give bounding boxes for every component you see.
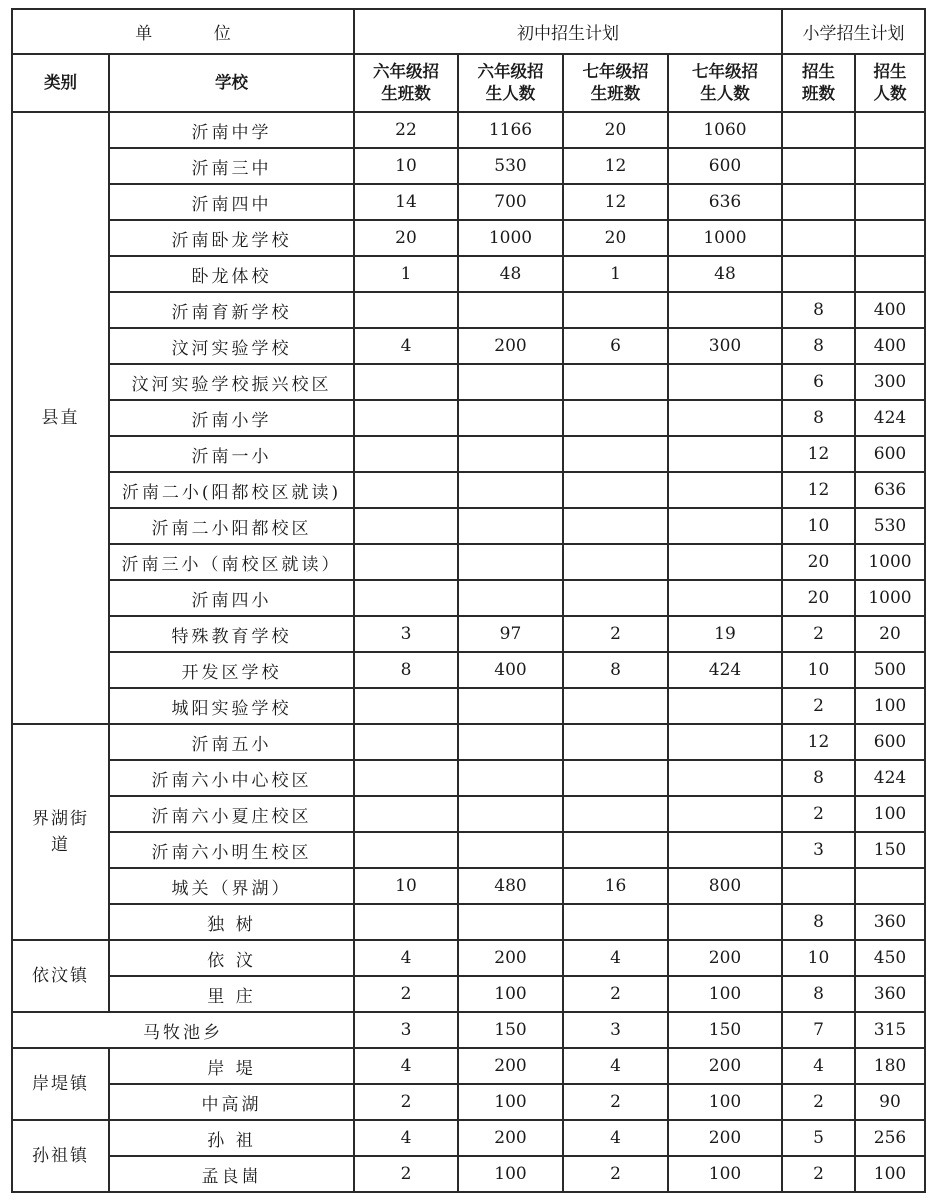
primary-students-cell <box>855 256 925 292</box>
grade7-classes-cell: 2 <box>563 976 668 1012</box>
school-name-cell: 沂南卧龙学校 <box>109 220 354 256</box>
table-row <box>12 688 925 724</box>
grade6-students-cell: 200 <box>458 328 563 364</box>
grade7-students-cell <box>668 760 782 796</box>
primary-classes-cell: 3 <box>782 832 855 868</box>
primary-classes-cell: 2 <box>782 616 855 652</box>
grade7-classes-cell: 1 <box>563 256 668 292</box>
grade7-students-cell <box>668 796 782 832</box>
table-row <box>12 832 925 868</box>
category-cell <box>12 724 109 940</box>
category-label: 县直 <box>41 408 80 428</box>
grade6-classes-cell: 10 <box>354 868 458 904</box>
category-cell <box>12 1120 109 1192</box>
grade6-classes-cell: 4 <box>354 1120 458 1156</box>
grade7-students-cell: 1060 <box>668 112 782 148</box>
primary-students-cell: 600 <box>855 436 925 472</box>
table-row <box>12 544 925 580</box>
primary-students-cell: 1000 <box>855 580 925 616</box>
primary-classes-cell: 12 <box>782 724 855 760</box>
school-name-cell: 沂南五小 <box>109 724 354 760</box>
grade7-students-cell <box>668 472 782 508</box>
grade7-students-cell <box>668 292 782 328</box>
grade6-students-cell: 400 <box>458 652 563 688</box>
grade7-students-cell <box>668 688 782 724</box>
primary-students-cell: 360 <box>855 976 925 1012</box>
grade7-classes-cell <box>563 904 668 940</box>
grade7-students-cell <box>668 580 782 616</box>
category-cell <box>12 940 109 1012</box>
grade7-classes-cell: 20 <box>563 112 668 148</box>
table-row <box>12 1048 925 1084</box>
primary-classes-cell: 10 <box>782 652 855 688</box>
school-name-cell: 沂南三小（南校区就读） <box>109 544 354 580</box>
primary-students-cell: 500 <box>855 652 925 688</box>
grade7-students-cell: 19 <box>668 616 782 652</box>
grade6-classes-cell: 20 <box>354 220 458 256</box>
grade7-students-cell: 150 <box>668 1012 782 1048</box>
primary-classes-cell: 8 <box>782 328 855 364</box>
header-row-top <box>12 9 925 54</box>
grade7-students-header: 七年级招生人数 <box>668 54 782 112</box>
primary-students-cell: 100 <box>855 796 925 832</box>
grade6-classes-cell <box>354 688 458 724</box>
primary-classes-header: 招生班数 <box>782 54 855 112</box>
primary-students-cell: 530 <box>855 508 925 544</box>
school-name-cell: 开发区学校 <box>109 652 354 688</box>
grade6-students-cell <box>458 436 563 472</box>
primary-classes-cell: 10 <box>782 508 855 544</box>
table-row <box>12 292 925 328</box>
table-row <box>12 184 925 220</box>
grade6-classes-cell: 1 <box>354 256 458 292</box>
grade6-students-cell <box>458 724 563 760</box>
grade6-students-cell: 700 <box>458 184 563 220</box>
school-name-cell: 里 庄 <box>109 976 354 1012</box>
grade6-students-cell <box>458 760 563 796</box>
primary-students-cell: 400 <box>855 328 925 364</box>
primary-students-cell: 100 <box>855 688 925 724</box>
primary-classes-cell: 5 <box>782 1120 855 1156</box>
table-row <box>12 760 925 796</box>
primary-students-header: 招生人数 <box>855 54 925 112</box>
grade6-students-cell: 150 <box>458 1012 563 1048</box>
category-cell <box>12 1048 109 1120</box>
school-name-cell: 沂南三中 <box>109 148 354 184</box>
grade7-classes-cell <box>563 400 668 436</box>
table-row <box>12 904 925 940</box>
header-row-columns <box>12 54 925 112</box>
grade7-classes-cell: 4 <box>563 1048 668 1084</box>
grade7-classes-cell <box>563 508 668 544</box>
school-name-cell: 特殊教育学校 <box>109 616 354 652</box>
grade6-classes-cell <box>354 832 458 868</box>
table-row <box>12 256 925 292</box>
grade7-classes-cell <box>563 436 668 472</box>
table-row <box>12 328 925 364</box>
primary-students-cell: 20 <box>855 616 925 652</box>
primary-students-cell: 424 <box>855 760 925 796</box>
school-name-cell: 孟良崮 <box>109 1156 354 1192</box>
grade6-students-cell: 100 <box>458 1156 563 1192</box>
school-name-cell: 沂南中学 <box>109 112 354 148</box>
grade6-students-cell <box>458 580 563 616</box>
grade6-classes-cell: 2 <box>354 976 458 1012</box>
grade7-classes-cell: 2 <box>563 1084 668 1120</box>
primary-classes-cell <box>782 868 855 904</box>
primary-students-cell <box>855 868 925 904</box>
category-cell <box>12 112 109 724</box>
primary-classes-cell: 8 <box>782 400 855 436</box>
grade6-students-cell <box>458 544 563 580</box>
primary-classes-cell: 7 <box>782 1012 855 1048</box>
primary-classes-cell <box>782 184 855 220</box>
primary-classes-cell: 2 <box>782 688 855 724</box>
table-row <box>12 400 925 436</box>
primary-students-cell <box>855 184 925 220</box>
grade6-students-cell: 1166 <box>458 112 563 148</box>
grade6-classes-cell: 14 <box>354 184 458 220</box>
table-row <box>12 364 925 400</box>
primary-students-cell: 450 <box>855 940 925 976</box>
table-row <box>12 1012 925 1048</box>
primary-students-cell: 424 <box>855 400 925 436</box>
table-row <box>12 1120 925 1156</box>
school-name-cell: 沂南六小夏庄校区 <box>109 796 354 832</box>
school-name-cell: 沂南小学 <box>109 400 354 436</box>
grade7-students-cell <box>668 724 782 760</box>
grade6-classes-cell: 2 <box>354 1084 458 1120</box>
primary-students-cell: 180 <box>855 1048 925 1084</box>
grade7-students-cell: 1000 <box>668 220 782 256</box>
grade6-classes-cell <box>354 724 458 760</box>
primary-students-cell: 636 <box>855 472 925 508</box>
grade7-classes-cell <box>563 796 668 832</box>
table-row <box>12 940 925 976</box>
grade6-students-cell: 100 <box>458 1084 563 1120</box>
table-row <box>12 868 925 904</box>
table-row <box>12 112 925 148</box>
primary-classes-cell <box>782 220 855 256</box>
grade6-students-cell: 530 <box>458 148 563 184</box>
category-label: 岸堤镇 <box>32 1074 89 1094</box>
grade6-students-cell: 1000 <box>458 220 563 256</box>
primary-classes-cell: 4 <box>782 1048 855 1084</box>
grade7-classes-cell: 2 <box>563 1156 668 1192</box>
grade7-students-cell: 200 <box>668 940 782 976</box>
school-name-cell: 岸 堤 <box>109 1048 354 1084</box>
grade6-students-cell: 48 <box>458 256 563 292</box>
grade7-classes-cell <box>563 832 668 868</box>
grade6-classes-cell: 4 <box>354 940 458 976</box>
table-row <box>12 796 925 832</box>
grade6-classes-cell <box>354 436 458 472</box>
grade6-students-cell: 480 <box>458 868 563 904</box>
primary-students-cell: 100 <box>855 1156 925 1192</box>
grade6-classes-cell <box>354 364 458 400</box>
primary-classes-cell: 6 <box>782 364 855 400</box>
grade7-students-cell: 636 <box>668 184 782 220</box>
grade6-classes-cell <box>354 544 458 580</box>
primary-students-cell: 315 <box>855 1012 925 1048</box>
primary-classes-cell: 12 <box>782 472 855 508</box>
unit-header <box>12 9 354 54</box>
grade6-classes-cell <box>354 580 458 616</box>
grade7-classes-cell: 12 <box>563 148 668 184</box>
primary-students-cell: 300 <box>855 364 925 400</box>
table-row <box>12 220 925 256</box>
table-row <box>12 436 925 472</box>
grade6-students-cell <box>458 364 563 400</box>
grade6-classes-cell <box>354 904 458 940</box>
school-name-cell: 沂南二小阳都校区 <box>109 508 354 544</box>
grade7-classes-cell <box>563 472 668 508</box>
primary-students-cell: 360 <box>855 904 925 940</box>
grade7-students-cell <box>668 400 782 436</box>
primary-students-cell: 600 <box>855 724 925 760</box>
grade7-students-cell: 200 <box>668 1120 782 1156</box>
school-name-cell: 沂南六小中心校区 <box>109 760 354 796</box>
grade7-classes-cell <box>563 688 668 724</box>
grade7-classes-cell: 2 <box>563 616 668 652</box>
table-row <box>12 724 925 760</box>
middle-school-plan-header: 初中招生计划 <box>354 9 782 54</box>
enrollment-plan-table <box>11 8 926 1193</box>
category-label: 孙祖镇 <box>32 1146 89 1166</box>
grade6-classes-cell <box>354 760 458 796</box>
grade7-students-cell: 100 <box>668 976 782 1012</box>
grade6-students-cell: 200 <box>458 1120 563 1156</box>
primary-classes-cell <box>782 112 855 148</box>
school-name-cell: 马牧池乡 <box>12 1012 354 1048</box>
grade6-classes-cell <box>354 508 458 544</box>
table-row <box>12 652 925 688</box>
grade7-students-cell <box>668 832 782 868</box>
grade6-classes-cell: 4 <box>354 1048 458 1084</box>
grade6-classes-cell: 3 <box>354 1012 458 1048</box>
school-name-cell: 城关（界湖） <box>109 868 354 904</box>
grade6-students-cell <box>458 688 563 724</box>
grade7-classes-cell: 3 <box>563 1012 668 1048</box>
grade7-students-cell <box>668 544 782 580</box>
category-column-header: 类别 <box>12 54 109 112</box>
primary-students-cell: 90 <box>855 1084 925 1120</box>
grade6-classes-cell: 8 <box>354 652 458 688</box>
primary-students-cell: 1000 <box>855 544 925 580</box>
table-row <box>12 616 925 652</box>
school-name-cell: 孙 祖 <box>109 1120 354 1156</box>
primary-classes-cell: 20 <box>782 580 855 616</box>
unit-header-text: 单 位 <box>135 24 259 44</box>
grade6-students-header: 六年级招生人数 <box>458 54 563 112</box>
grade7-students-cell: 800 <box>668 868 782 904</box>
school-name-cell: 沂南一小 <box>109 436 354 472</box>
table-row <box>12 1156 925 1192</box>
grade7-students-cell: 600 <box>668 148 782 184</box>
primary-classes-cell: 10 <box>782 940 855 976</box>
primary-students-cell: 256 <box>855 1120 925 1156</box>
grade7-students-cell: 424 <box>668 652 782 688</box>
school-name-cell: 中高湖 <box>109 1084 354 1120</box>
primary-classes-cell <box>782 148 855 184</box>
primary-classes-cell: 12 <box>782 436 855 472</box>
primary-students-cell: 150 <box>855 832 925 868</box>
grade6-classes-cell: 3 <box>354 616 458 652</box>
grade7-students-cell <box>668 364 782 400</box>
grade7-students-cell: 100 <box>668 1156 782 1192</box>
primary-school-plan-header: 小学招生计划 <box>782 9 925 54</box>
grade7-classes-cell: 4 <box>563 1120 668 1156</box>
grade6-students-cell: 97 <box>458 616 563 652</box>
primary-students-cell <box>855 148 925 184</box>
primary-classes-cell: 8 <box>782 976 855 1012</box>
grade6-students-cell <box>458 796 563 832</box>
primary-classes-cell: 8 <box>782 292 855 328</box>
school-name-cell: 卧龙体校 <box>109 256 354 292</box>
grade6-classes-cell: 2 <box>354 1156 458 1192</box>
table-row <box>12 148 925 184</box>
grade7-classes-cell: 6 <box>563 328 668 364</box>
primary-students-cell: 400 <box>855 292 925 328</box>
school-name-cell: 沂南四中 <box>109 184 354 220</box>
grade7-classes-cell <box>563 760 668 796</box>
grade7-classes-cell: 12 <box>563 184 668 220</box>
school-name-cell: 沂南六小明生校区 <box>109 832 354 868</box>
grade6-students-cell: 100 <box>458 976 563 1012</box>
grade7-students-cell: 200 <box>668 1048 782 1084</box>
grade6-classes-header: 六年级招生班数 <box>354 54 458 112</box>
grade7-classes-header: 七年级招生班数 <box>563 54 668 112</box>
primary-classes-cell: 8 <box>782 904 855 940</box>
grade6-students-cell <box>458 904 563 940</box>
table-row <box>12 472 925 508</box>
table-row <box>12 508 925 544</box>
primary-classes-cell: 2 <box>782 796 855 832</box>
grade7-students-cell <box>668 508 782 544</box>
primary-classes-cell: 2 <box>782 1084 855 1120</box>
primary-classes-cell: 20 <box>782 544 855 580</box>
primary-classes-cell: 8 <box>782 760 855 796</box>
grade6-classes-cell: 4 <box>354 328 458 364</box>
grade7-classes-cell <box>563 292 668 328</box>
grade6-classes-cell <box>354 796 458 832</box>
school-name-cell: 依 汶 <box>109 940 354 976</box>
grade6-students-cell <box>458 508 563 544</box>
school-name-cell: 汶河实验学校振兴校区 <box>109 364 354 400</box>
table-row <box>12 976 925 1012</box>
grade7-classes-cell: 20 <box>563 220 668 256</box>
grade6-classes-cell: 22 <box>354 112 458 148</box>
grade7-students-cell <box>668 436 782 472</box>
grade7-students-cell: 48 <box>668 256 782 292</box>
school-name-cell: 沂南四小 <box>109 580 354 616</box>
table-row <box>12 580 925 616</box>
grade6-students-cell: 200 <box>458 1048 563 1084</box>
grade7-students-cell: 100 <box>668 1084 782 1120</box>
grade7-classes-cell: 8 <box>563 652 668 688</box>
grade6-classes-cell: 10 <box>354 148 458 184</box>
grade7-classes-cell <box>563 580 668 616</box>
grade6-students-cell <box>458 832 563 868</box>
school-name-cell: 沂南育新学校 <box>109 292 354 328</box>
school-column-header: 学校 <box>109 54 354 112</box>
grade6-students-cell <box>458 472 563 508</box>
school-name-cell: 汶河实验学校 <box>109 328 354 364</box>
category-label: 依汶镇 <box>32 966 89 986</box>
school-name-cell: 城阳实验学校 <box>109 688 354 724</box>
grade7-classes-cell <box>563 724 668 760</box>
school-name-cell: 沂南二小(阳都校区就读) <box>109 472 354 508</box>
grade6-students-cell <box>458 400 563 436</box>
grade7-students-cell <box>668 904 782 940</box>
grade6-classes-cell <box>354 400 458 436</box>
grade7-students-cell: 300 <box>668 328 782 364</box>
primary-students-cell <box>855 220 925 256</box>
table-row <box>12 1084 925 1120</box>
school-name-cell: 独 树 <box>109 904 354 940</box>
grade7-classes-cell <box>563 364 668 400</box>
grade7-classes-cell: 4 <box>563 940 668 976</box>
grade6-students-cell: 200 <box>458 940 563 976</box>
primary-classes-cell <box>782 256 855 292</box>
primary-students-cell <box>855 112 925 148</box>
primary-classes-cell: 2 <box>782 1156 855 1192</box>
category-label: 界湖街道 <box>32 809 89 855</box>
grade6-students-cell <box>458 292 563 328</box>
grade6-classes-cell <box>354 472 458 508</box>
grade6-classes-cell <box>354 292 458 328</box>
grade7-classes-cell: 16 <box>563 868 668 904</box>
grade7-classes-cell <box>563 544 668 580</box>
